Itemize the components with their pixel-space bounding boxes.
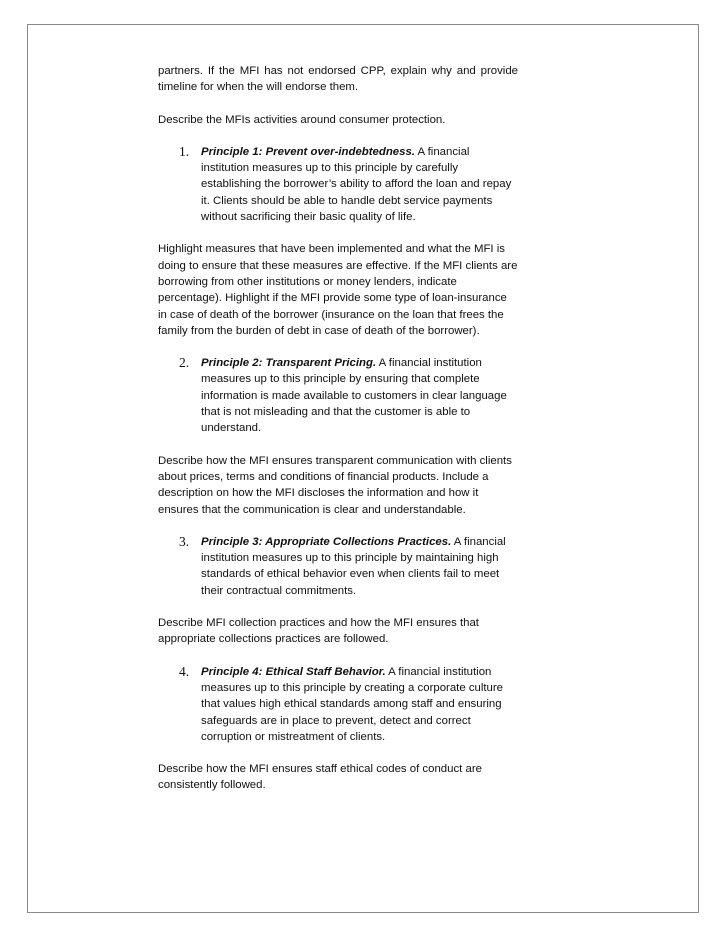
principle-description: A financial institution measures up to this principle by carefully establishing the borrower’s ability to afford the loan and repay it. Clients should be able to handle debt service payments without sacrificing their basic quality of life. <box>201 145 512 224</box>
principle-number: 1. <box>179 143 190 159</box>
principle-1-follow-up: Highlight measures that have been implemented and what the MFI is doing to ensure that these measures are effective. If the MFI clients are borrowing from other institutions or money lenders, indicate percentage). Highlight if the MFI provide some type of loan-insurance in case of death of the borrower (insurance on the loan that frees the family from the burden of debt in case of death of the borrower). <box>158 243 518 337</box>
principle-description: A financial institution measures up to this principle by creating a corporate culture that values high ethical standards among staff and ensuring safeguards are in place to prevent, detect and correct corruption or mistreatment of clients. <box>201 665 504 743</box>
principle-title: Principle 4: Ethical Staff Behavior. <box>201 665 386 678</box>
principle-title: Principle 3: Appropriate Collections Practices. <box>201 535 452 548</box>
principle-text <box>201 144 518 225</box>
principle-text <box>201 534 518 599</box>
principle-description: A financial institution measures up to this principle by ensuring that complete information is made available to customers in clear language that is not misleading and that the customer is able to understand. <box>201 357 507 435</box>
principle-item-3 <box>158 534 518 599</box>
principle-item-2 <box>158 355 518 436</box>
principle-item-4 <box>158 664 518 745</box>
principle-3-follow-up: Describe MFI collection practices and how the MFI ensures that appropriate collections practices are followed. <box>158 617 479 646</box>
principle-2-follow-up: Describe how the MFI ensures transparent communication with clients about prices, terms and conditions of financial products. Include a description on how the MFI discloses the information and how it ensures that the communication is clear and understandable. <box>158 454 512 516</box>
intro-paragraph: partners. If the MFI has not endorsed CPP, explain why and provide timeline for when the will endorse them. <box>158 65 518 94</box>
principle-text <box>201 664 518 745</box>
activities-prompt: Describe the MFIs activities around consumer protection. <box>158 113 446 126</box>
principle-4-follow-up: Describe how the MFI ensures staff ethical codes of conduct are consistently followed. <box>158 763 482 792</box>
principle-text <box>201 355 518 436</box>
principle-number: 4. <box>179 663 190 679</box>
principle-title: Principle 1: Prevent over-indebtedness. <box>201 145 415 158</box>
principle-description: A financial institution measures up to this principle by maintaining high standards of ethical behavior even when clients fail to meet their contractual commitments. <box>201 535 506 597</box>
principle-item-1 <box>158 144 518 225</box>
principle-number: 2. <box>179 355 190 371</box>
document-body <box>158 63 518 794</box>
principle-title: Principle 2: Transparent Pricing. <box>201 357 377 370</box>
principle-number: 3. <box>179 533 190 549</box>
